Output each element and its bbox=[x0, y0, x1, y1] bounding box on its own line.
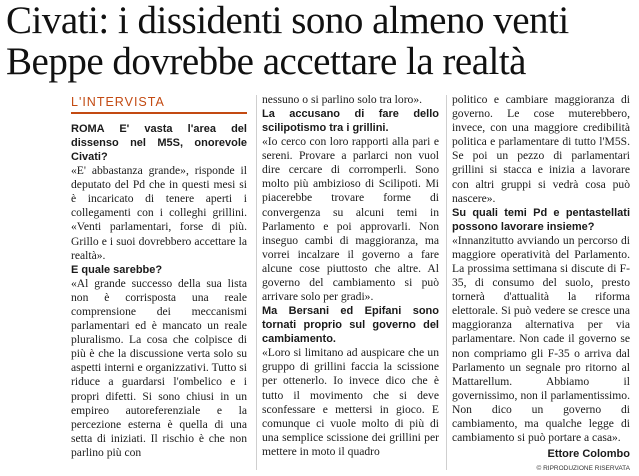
headline-line-2: Beppe dovrebbe accettare la realtà bbox=[6, 40, 526, 83]
article-column-1 bbox=[71, 95, 247, 460]
answer-5: «Innanzitutto avviando un percorso di maggiore operatività del Parlamento. La prossima settimana si discute di F-35, di consumo del suolo, presto tornerà d'attualità la riforma elettorale. Si può vedere se cresce una maggioranza alternativa per via parlamentare. Non cade il governo se non compriamo gli F-35 o arriva dal Parlamento un segnale pro ritorno al Mattarellum. Abbiamo il governissimo, non il parlamentissimo. Non dico un governo di cambiamento, ma qualche legge di cambiamento si può portare a casa». bbox=[452, 233, 630, 445]
question-3: La accusano di fare dello scilipotismo tra i grillini. bbox=[262, 108, 439, 135]
copyright-notice: © RIPRODUZIONE RISERVATA bbox=[536, 465, 630, 473]
author-byline: Ettore Colombo bbox=[547, 448, 630, 461]
answer-4: «Loro si limitano ad auspicare che un gruppo di grillini faccia la scissione per ottenerlo. Io invece dico che è tutto il movimento che si deve sconfessare e mettersi in gioco. E comunque ci vuole molto di più di una semplice scissione dei grillini per mettere in moto il quadro bbox=[262, 346, 439, 458]
question-4: Ma Bersani ed Epifani sono tornati proprio sul governo del cambiamento. bbox=[262, 305, 439, 346]
section-tag: L'INTERVISTA bbox=[71, 95, 247, 114]
column-divider bbox=[256, 95, 257, 470]
answer-3: «Io cerco con loro rapporti alla pari e sereni. Provare a parlarci non vuol dire cercare di corromperli. Sono molto più ambizioso di Scilipoti. Mi piacerebbe trovare forme di convergenza su alcuni temi in Parlamento e poi approvarli. Non inseguo cambi di maggioranza, ma vorrei incalzare il governo a fare alcune cose piuttosto che altre. Al governo del cambiamento si può arrivare solo per gradi». bbox=[262, 135, 439, 304]
question-1-text: E' vasta l'area del dissenso nel M5S, onorevole Civati? bbox=[71, 123, 247, 164]
question-1 bbox=[71, 122, 247, 164]
question-2: E quale sarebbe? bbox=[71, 263, 163, 276]
article-column-2 bbox=[262, 93, 439, 459]
answer-4-continued: politico e cambiare maggioranza di governo. Le cose muterebbero, invece, con una maggiore credibilità politica e parlamentare di tutto l'M5S. Se poi un pezzo di parlamentari grillini si stacca e inizia a lavorare con altri gruppi si vedrà cosa può nascere». bbox=[452, 93, 630, 205]
dateline: ROMA bbox=[71, 123, 105, 136]
article-column-3 bbox=[452, 93, 630, 476]
headline bbox=[6, 0, 636, 82]
headline-line-1: Civati: i dissidenti sono almeno venti bbox=[6, 0, 569, 42]
answer-1: «E' abbastanza grande», risponde il deputato del Pd che in questi mesi si è incaricato di tenere aperti i collegamenti con i colleghi grillini. «Venti parlamentari, forse di più. Grillo e i suoi dovrebbero accettare la realtà». bbox=[71, 164, 247, 262]
question-5: Su quali temi Pd e pentastellati possono lavorare insieme? bbox=[452, 206, 630, 233]
column-divider bbox=[446, 95, 447, 470]
answer-2-continued: nessuno o si parlino solo tra loro». bbox=[262, 93, 423, 106]
answer-2: «Al grande successo della sua lista non è corrisposta una reale comprensione dei meccanismi parlamentari ed è mancato un reale pluralismo. La cosa che colpisce di più è che la discussione verta solo su aspetti interni e organizzativi. Tutto si riduce a guardarsi l'ombelico e i propri difetti. Si sono chiusi in un empireo autoreferenziale e la percezione esterna è quella di una setta di iniziati. Il rischio è che non parlino più con bbox=[71, 276, 247, 459]
